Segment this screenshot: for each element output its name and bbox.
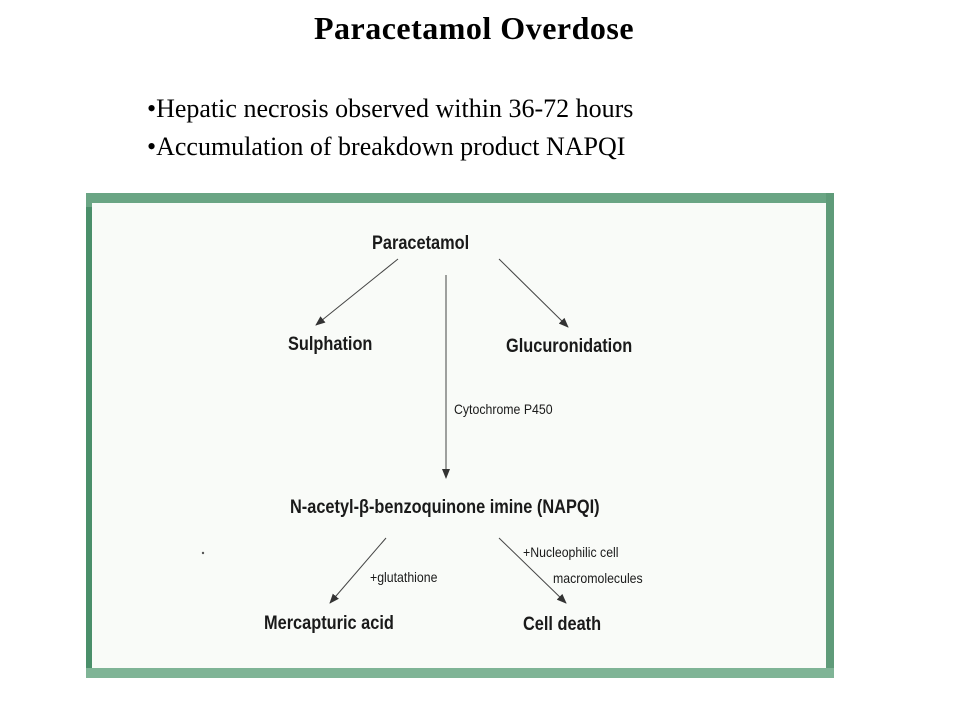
arrow-to-glucuronidation xyxy=(499,259,568,327)
label-nucleophilic-line1: +Nucleophilic cell xyxy=(523,544,619,560)
flow-arrows xyxy=(86,193,834,678)
node-mercapturic-acid: Mercapturic acid xyxy=(264,613,394,634)
scan-speck xyxy=(202,552,204,554)
label-glutathione: +glutathione xyxy=(370,569,438,585)
node-sulphation: Sulphation xyxy=(288,334,373,355)
slide-title: Paracetamol Overdose xyxy=(313,10,635,46)
bullet-napqi-accumulation: •Accumulation of breakdown product NAPQI xyxy=(147,132,626,161)
bullet-hepatic-necrosis: •Hepatic necrosis observed within 36-72 hours xyxy=(147,94,634,123)
node-paracetamol: Paracetamol xyxy=(372,233,470,254)
arrow-to-sulphation xyxy=(316,259,398,325)
node-cell-death: Cell death xyxy=(523,614,602,635)
label-nucleophilic-line2: macromolecules xyxy=(553,570,643,586)
bullet-list xyxy=(147,90,633,166)
label-cytochrome-p450: Cytochrome P450 xyxy=(454,401,553,417)
node-glucuronidation: Glucuronidation xyxy=(506,336,633,357)
scanned-diagram xyxy=(86,193,834,678)
node-napqi: N-acetyl-β-benzoquinone imine (NAPQI) xyxy=(290,497,600,518)
